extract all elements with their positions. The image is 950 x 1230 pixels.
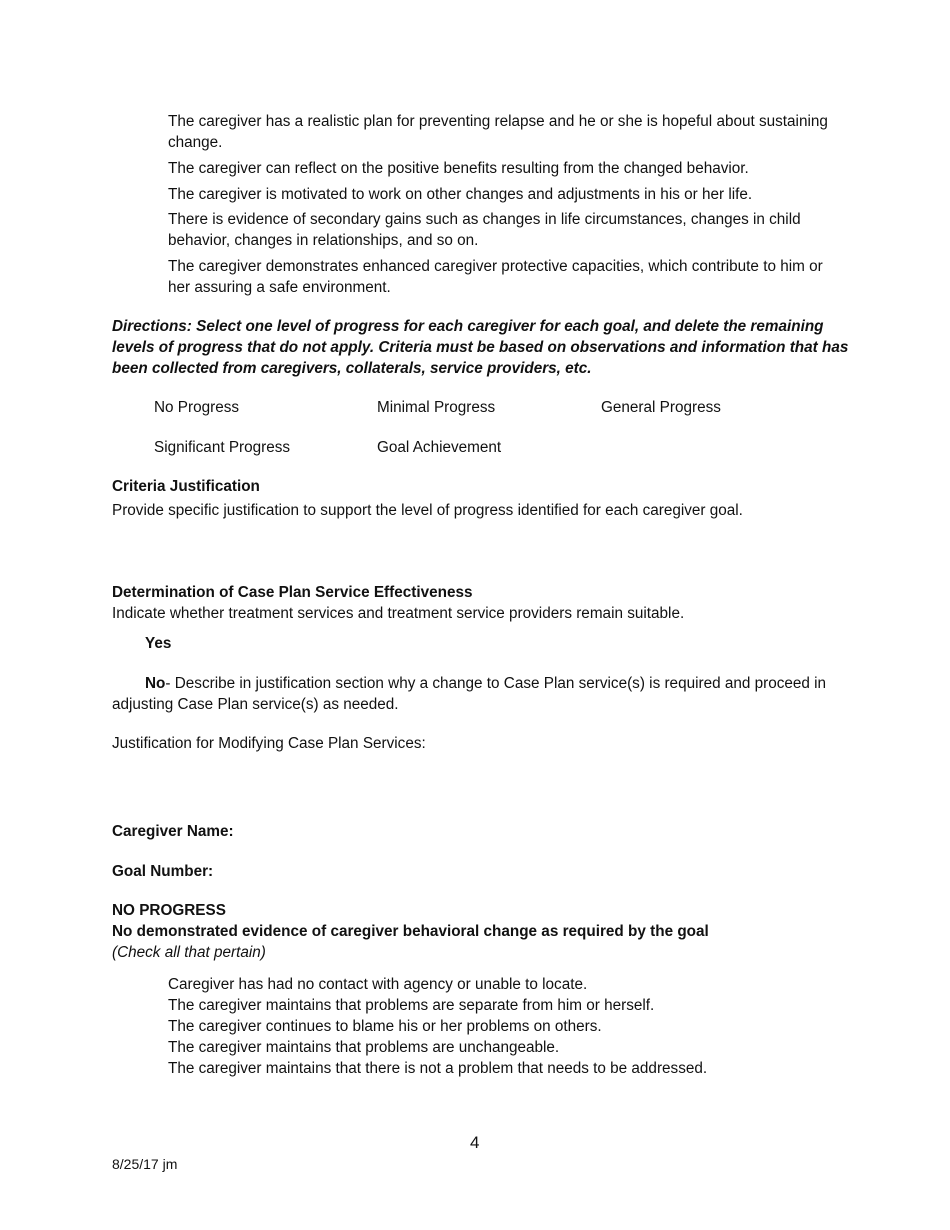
criteria-item: There is evidence of secondary gains such as changes in life circumstances, changes in child behavior, changes in relationships, and so on. xyxy=(168,211,801,249)
checklist-item[interactable]: The caregiver continues to blame his or her problems on others. xyxy=(168,1018,602,1035)
yes-option[interactable]: Yes xyxy=(145,635,172,652)
criteria-item: The caregiver can reflect on the positive benefits resulting from the changed behavior. xyxy=(168,160,749,177)
checklist-item[interactable]: Caregiver has had no contact with agency or unable to locate. xyxy=(168,976,588,993)
no-option-text: - Describe in justification section why a change to Case Plan service(s) is required and proceed in adjusting Case Plan service(s) as needed. xyxy=(112,675,827,713)
progress-option-general-progress[interactable]: General Progress xyxy=(601,399,721,416)
directions-text: Directions: Select one level of progress for each caregiver for each goal, and delete the remaining levels of progress that do not apply. Criteria must be based on observations and information that has been collected from caregivers, collaterals, service providers, etc. xyxy=(112,318,849,377)
criteria-justification-text: Provide specific justification to support the level of progress identified for each caregiver goal. xyxy=(112,502,743,519)
checklist-item[interactable]: The caregiver maintains that there is not a problem that needs to be addressed. xyxy=(168,1060,708,1077)
criteria-item: The caregiver is motivated to work on other changes and adjustments in his or her life. xyxy=(168,186,753,203)
service-effectiveness-heading: Determination of Case Plan Service Effectiveness xyxy=(112,584,473,601)
no-progress-instruction: (Check all that pertain) xyxy=(112,944,266,961)
footer-date: 8/25/17 jm xyxy=(112,1156,178,1172)
service-effectiveness-text: Indicate whether treatment services and treatment service providers remain suitable. xyxy=(112,605,685,622)
goal-number-label: Goal Number: xyxy=(112,863,214,880)
no-option[interactable]: No xyxy=(145,675,166,692)
progress-option-goal-achievement[interactable]: Goal Achievement xyxy=(377,439,502,456)
progress-option-no-progress[interactable]: No Progress xyxy=(154,399,240,416)
checklist-item[interactable]: The caregiver maintains that problems are unchangeable. xyxy=(168,1039,560,1056)
criteria-item: The caregiver demonstrates enhanced caregiver protective capacities, which contribute to him or her assuring a safe environment. xyxy=(168,258,823,296)
no-option-paragraph xyxy=(112,673,852,715)
no-progress-heading: NO PROGRESS xyxy=(112,902,226,919)
page-number: 4 xyxy=(470,1133,480,1152)
justification-label: Justification for Modifying Case Plan Services: xyxy=(112,735,426,752)
progress-option-minimal-progress[interactable]: Minimal Progress xyxy=(377,399,496,416)
criteria-justification-heading: Criteria Justification xyxy=(112,478,260,495)
no-progress-subheading: No demonstrated evidence of caregiver behavioral change as required by the goal xyxy=(112,923,709,940)
caregiver-name-label: Caregiver Name: xyxy=(112,823,234,840)
progress-option-significant-progress[interactable]: Significant Progress xyxy=(154,439,291,456)
criteria-item: The caregiver has a realistic plan for preventing relapse and he or she is hopeful about sustaining change. xyxy=(168,113,828,151)
no-progress-checklist xyxy=(168,974,848,1079)
checklist-item[interactable]: The caregiver maintains that problems are separate from him or herself. xyxy=(168,997,655,1014)
